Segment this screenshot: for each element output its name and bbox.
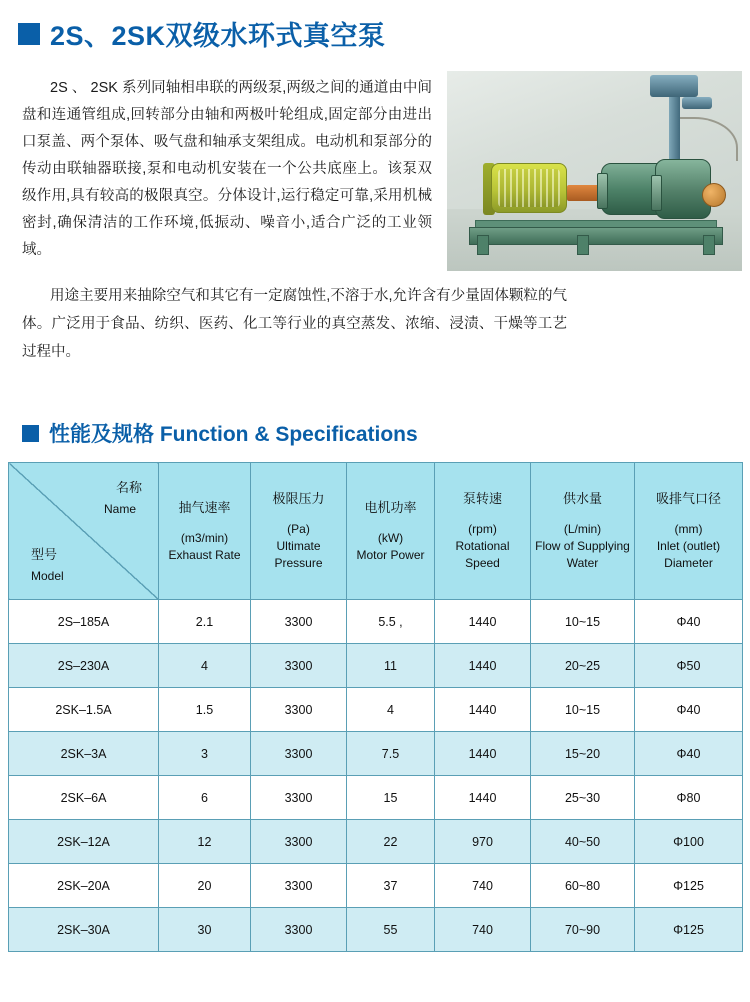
cell-supplying-water: 10~15 <box>531 600 635 644</box>
photo-base-leg <box>577 235 589 255</box>
cell-model: 2SK–6A <box>9 776 159 820</box>
cell-rotational-speed: 740 <box>435 864 531 908</box>
column-header-en: Inlet (outlet) Diameter <box>656 539 721 570</box>
cell-rotational-speed: 1440 <box>435 688 531 732</box>
column-header-cn: 吸排气口径 <box>655 491 721 506</box>
cell-exhaust-rate: 30 <box>159 908 251 952</box>
column-header-cn: 供水量 <box>562 491 602 506</box>
cell-model: 2SK–3A <box>9 732 159 776</box>
cell-motor-power: 11 <box>347 644 435 688</box>
photo-pipe-curve <box>676 117 738 161</box>
column-header-unit: (kW) <box>377 530 404 545</box>
column-header-supplying-water <box>531 463 635 600</box>
cell-supplying-water: 20~25 <box>531 644 635 688</box>
page-title: 2S、2SK双级水环式真空泵 <box>50 21 386 51</box>
cell-inlet-diameter: Φ125 <box>635 864 743 908</box>
corner-model-en: Model <box>31 569 64 583</box>
intro-paragraph-2 <box>22 282 567 366</box>
column-header-en: Flow of Supplying Water <box>535 539 630 570</box>
column-header-en: Ultimate Pressure <box>274 539 323 570</box>
title-bullet-square <box>18 23 40 45</box>
column-header-en: Rotational Speed <box>455 539 510 570</box>
photo-pump-flange <box>597 173 608 209</box>
cell-motor-power: 5.5 , <box>347 600 435 644</box>
cell-rotational-speed: 1440 <box>435 776 531 820</box>
photo-motor <box>491 163 567 213</box>
column-header-en: Motor Power <box>356 547 425 562</box>
column-header-cn: 泵转速 <box>462 491 502 506</box>
column-header-unit: (m3/min) <box>180 530 229 545</box>
cell-inlet-diameter: Φ40 <box>635 688 743 732</box>
cell-ultimate-pressure: 3300 <box>251 820 347 864</box>
column-header-cn: 极限压力 <box>272 491 325 506</box>
cell-inlet-diameter: Φ50 <box>635 644 743 688</box>
photo-pump-endcap <box>702 183 726 207</box>
photo-base-leg <box>477 235 489 255</box>
cell-rotational-speed: 970 <box>435 820 531 864</box>
cell-rotational-speed: 740 <box>435 908 531 952</box>
cell-inlet-diameter: Φ40 <box>635 600 743 644</box>
table-corner-cell <box>9 463 159 600</box>
cell-exhaust-rate: 12 <box>159 820 251 864</box>
cell-supplying-water: 60~80 <box>531 864 635 908</box>
table-header <box>9 463 743 600</box>
cell-ultimate-pressure: 3300 <box>251 688 347 732</box>
table-row <box>9 732 743 776</box>
column-header-exhaust-rate <box>159 463 251 600</box>
cell-model: 2SK–20A <box>9 864 159 908</box>
cell-ultimate-pressure: 3300 <box>251 908 347 952</box>
cell-motor-power: 37 <box>347 864 435 908</box>
cell-supplying-water: 15~20 <box>531 732 635 776</box>
cell-inlet-diameter: Φ100 <box>635 820 743 864</box>
table-row <box>9 776 743 820</box>
cell-rotational-speed: 1440 <box>435 600 531 644</box>
specifications-table <box>8 462 743 952</box>
photo-coupling <box>567 185 601 201</box>
specifications-heading: 性能及规格 Function & Specifications <box>49 423 418 446</box>
cell-inlet-diameter: Φ40 <box>635 732 743 776</box>
cell-ultimate-pressure: 3300 <box>251 644 347 688</box>
photo-base-frame <box>469 227 723 245</box>
table-row <box>9 688 743 732</box>
column-header-ultimate-pressure <box>251 463 347 600</box>
cell-rotational-speed: 1440 <box>435 644 531 688</box>
column-header-unit: (L/min) <box>563 522 602 536</box>
cell-ultimate-pressure: 3300 <box>251 776 347 820</box>
intro-paragraph-2-text: 用途主要用来抽除空气和其它有一定腐蚀性,不溶于水,允许含有少量固体颗粒的气体。广泛用于食品、纺织、医药、化工等行业的真空蒸发、浓缩、浸渍、干燥等工艺过程中。 <box>22 288 567 360</box>
intro-paragraph-1-text: 2S 、 2SK 系列同轴相串联的两级泵,两级之间的通道由中间盘和连通管组成,回转部分由轴和两极叶轮组成,固定部分由进出口泵盖、两个泵体、吸气盘和轴承支架组成。电动机和泵部分的传动由联轴器联接,泵和电动机安装在一个公共底座上。该泵双级作用,具有较高的极限真空。分体设计,运行稳定可靠,采用机械密封,确保清洁的工作环境,低振动、噪音小,适合广泛的工业领域。 <box>22 80 432 258</box>
cell-model: 2S–230A <box>9 644 159 688</box>
column-header-unit: (mm) <box>674 522 703 536</box>
cell-supplying-water: 10~15 <box>531 688 635 732</box>
cell-ultimate-pressure: 3300 <box>251 864 347 908</box>
cell-inlet-diameter: Φ80 <box>635 776 743 820</box>
corner-name-en: Name <box>103 502 136 516</box>
photo-base-leg <box>703 235 715 255</box>
corner-model-cn: 型号 <box>31 547 58 562</box>
table-row <box>9 864 743 908</box>
cell-ultimate-pressure: 3300 <box>251 600 347 644</box>
cell-exhaust-rate: 2.1 <box>159 600 251 644</box>
photo-pump-flange <box>651 175 662 211</box>
cell-model: 2SK–30A <box>9 908 159 952</box>
cell-motor-power: 55 <box>347 908 435 952</box>
specifications-heading-row <box>22 418 750 448</box>
cell-motor-power: 7.5 <box>347 732 435 776</box>
table-body <box>9 600 743 952</box>
photo-pipe-flange-top <box>650 75 698 97</box>
cell-exhaust-rate: 1.5 <box>159 688 251 732</box>
table-row <box>9 600 743 644</box>
column-header-motor-power <box>347 463 435 600</box>
cell-model: 2S–185A <box>9 600 159 644</box>
column-header-unit: (rpm) <box>468 522 497 536</box>
intro-section <box>0 75 750 264</box>
cell-exhaust-rate: 3 <box>159 732 251 776</box>
column-header-rotational-speed <box>435 463 531 600</box>
cell-supplying-water: 70~90 <box>531 908 635 952</box>
column-header-cn: 电机功率 <box>364 499 417 515</box>
table-row <box>9 644 743 688</box>
cell-exhaust-rate: 20 <box>159 864 251 908</box>
cell-model: 2SK–12A <box>9 820 159 864</box>
cell-exhaust-rate: 4 <box>159 644 251 688</box>
column-header-cn: 抽气速率 <box>178 499 231 515</box>
corner-name-cn: 名称 <box>115 480 142 495</box>
table-row <box>9 820 743 864</box>
product-photo <box>447 71 742 271</box>
cell-motor-power: 4 <box>347 688 435 732</box>
photo-pipe-elbow <box>682 97 712 109</box>
column-header-inlet-diameter <box>635 463 743 600</box>
cell-inlet-diameter: Φ125 <box>635 908 743 952</box>
page-title-row <box>18 14 750 53</box>
column-header-unit: (Pa) <box>287 522 310 536</box>
table-header-row <box>9 463 743 600</box>
column-header-en: Exhaust Rate <box>168 547 241 562</box>
cell-supplying-water: 40~50 <box>531 820 635 864</box>
cell-ultimate-pressure: 3300 <box>251 732 347 776</box>
cell-exhaust-rate: 6 <box>159 776 251 820</box>
cell-motor-power: 15 <box>347 776 435 820</box>
cell-motor-power: 22 <box>347 820 435 864</box>
section-bullet-square <box>22 425 39 442</box>
intro-paragraph-1 <box>22 75 432 264</box>
cell-rotational-speed: 1440 <box>435 732 531 776</box>
cell-supplying-water: 25~30 <box>531 776 635 820</box>
table-row <box>9 908 743 952</box>
cell-model: 2SK–1.5A <box>9 688 159 732</box>
